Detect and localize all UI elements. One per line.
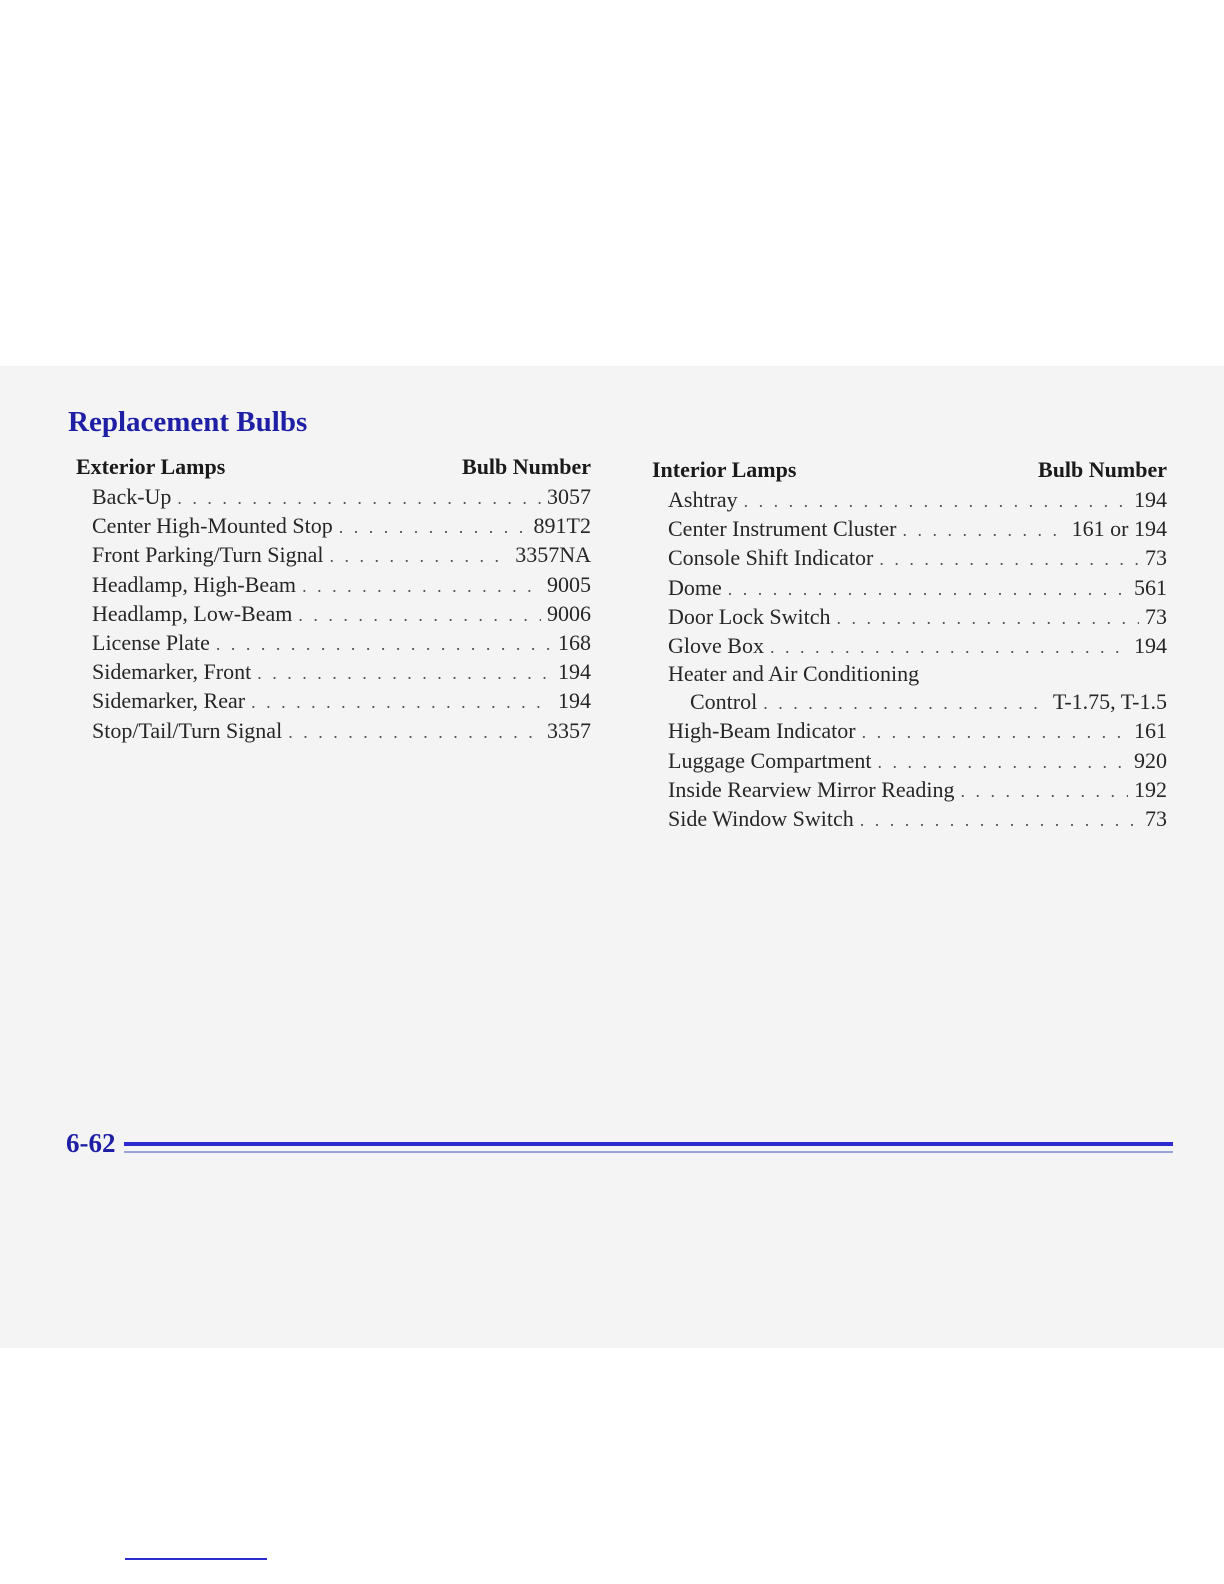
bulb-number: 3357 <box>547 717 591 743</box>
bulb-number: 161 <box>1134 718 1167 744</box>
dot-leader <box>288 718 541 747</box>
dot-leader <box>877 748 1128 777</box>
lamp-label: Headlamp, Low-Beam <box>92 600 293 626</box>
bulb-number: T-1.75, T-1.5 <box>1052 689 1167 715</box>
list-item <box>92 540 591 569</box>
dot-leader <box>860 806 1139 835</box>
bulb-number: 194 <box>558 688 591 714</box>
page-title: Replacement Bulbs <box>68 406 308 438</box>
dot-leader <box>177 484 541 513</box>
dot-leader <box>302 572 541 601</box>
list-item <box>668 485 1167 514</box>
lamp-label: Front Parking/Turn Signal <box>92 542 324 568</box>
interior-lamps-header <box>652 455 1167 485</box>
bulb-number: 561 <box>1134 574 1167 600</box>
dot-leader <box>329 542 509 571</box>
lamp-label-continued: Control <box>690 689 758 715</box>
bulb-number: 194 <box>558 659 591 685</box>
list-item <box>668 573 1167 602</box>
list-item <box>668 804 1167 833</box>
interior-lamps-heading: Interior Lamps <box>652 457 797 482</box>
lamp-label: Headlamp, High-Beam <box>92 571 297 597</box>
dot-leader <box>879 545 1139 574</box>
bulb-number: 161 or 194 <box>1071 516 1167 542</box>
list-item <box>92 716 591 745</box>
exterior-lamps-section <box>76 452 591 745</box>
bulb-number: 192 <box>1134 776 1167 802</box>
interior-lamps-list <box>652 485 1167 833</box>
bulb-number: 3357NA <box>515 542 591 568</box>
lamp-label: Luggage Compartment <box>668 747 872 773</box>
bulb-number: 891T2 <box>533 513 591 539</box>
dot-leader <box>837 604 1139 633</box>
dot-leader <box>961 777 1128 806</box>
dot-leader <box>744 487 1128 516</box>
bottom-decorative-line <box>125 1558 267 1560</box>
lamp-label: Sidemarker, Front <box>92 659 252 685</box>
footer-rule-secondary <box>124 1151 1173 1153</box>
list-item <box>668 687 1167 716</box>
lamp-label: Glove Box <box>668 632 764 658</box>
bulb-number: 920 <box>1134 747 1167 773</box>
list-item <box>668 746 1167 775</box>
lamp-label: Stop/Tail/Turn Signal <box>92 717 283 743</box>
list-item <box>92 628 591 657</box>
bulb-number: 3057 <box>547 484 591 509</box>
bulb-number: 73 <box>1145 603 1167 629</box>
lamp-label: Dome <box>668 574 722 600</box>
exterior-lamps-list <box>76 482 591 745</box>
list-item <box>668 602 1167 631</box>
lamp-label: Center High-Mounted Stop <box>92 513 333 539</box>
footer-rule <box>124 1142 1173 1146</box>
lamp-label: Console Shift Indicator <box>668 545 874 571</box>
dot-leader <box>903 516 1066 545</box>
exterior-bulb-number-heading: Bulb Number <box>462 454 591 479</box>
lamp-label: Ashtray <box>668 487 738 512</box>
lamp-label: Sidemarker, Rear <box>92 688 246 714</box>
dot-leader <box>770 633 1128 662</box>
lamp-label: Door Lock Switch <box>668 603 831 629</box>
page-number: 6-62 <box>66 1128 116 1158</box>
list-item <box>668 631 1167 660</box>
list-item <box>92 482 591 511</box>
bulb-number: 168 <box>558 629 591 655</box>
dot-leader <box>298 601 541 630</box>
interior-bulb-number-heading: Bulb Number <box>1038 457 1167 482</box>
lamp-label-first-line: Heater and Air Conditioning <box>668 661 920 687</box>
list-item <box>668 543 1167 572</box>
bulb-number: 194 <box>1134 487 1167 512</box>
dot-leader <box>862 718 1128 747</box>
dot-leader <box>216 630 552 659</box>
list-item <box>92 686 591 715</box>
list-item <box>92 657 591 686</box>
list-item <box>92 570 591 599</box>
interior-lamps-section <box>652 455 1167 833</box>
lamp-label: High-Beam Indicator <box>668 718 856 744</box>
exterior-lamps-header <box>76 452 591 482</box>
dot-leader <box>728 575 1128 604</box>
dot-leader <box>339 513 528 542</box>
lamp-label: Inside Rearview Mirror Reading <box>668 776 955 802</box>
list-item <box>92 599 591 628</box>
list-item <box>668 514 1167 543</box>
dot-leader <box>763 689 1047 718</box>
bulb-number: 194 <box>1134 632 1167 658</box>
lamp-label: License Plate <box>92 629 210 655</box>
list-item <box>668 716 1167 745</box>
bulb-number: 73 <box>1145 805 1167 831</box>
dot-leader <box>257 659 552 688</box>
bulb-number: 9006 <box>547 600 591 626</box>
bulb-number: 73 <box>1145 545 1167 571</box>
dot-leader <box>251 688 552 717</box>
list-item <box>668 775 1167 804</box>
list-item <box>92 511 591 540</box>
exterior-lamps-heading: Exterior Lamps <box>76 454 226 479</box>
lamp-label: Side Window Switch <box>668 805 854 831</box>
lamp-label: Back-Up <box>92 484 172 509</box>
bulb-number: 9005 <box>547 571 591 597</box>
lamp-label: Center Instrument Cluster <box>668 516 897 542</box>
